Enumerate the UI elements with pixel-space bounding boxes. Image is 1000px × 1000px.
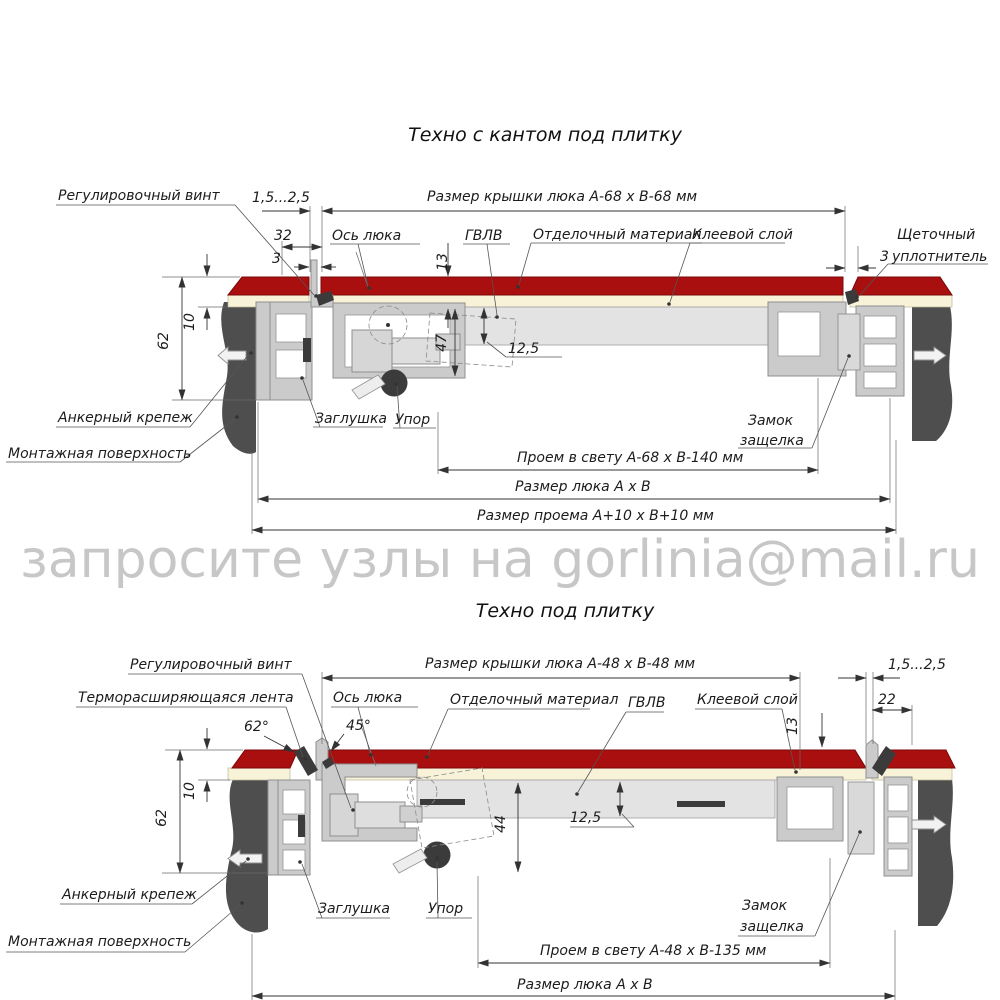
label-hatch-axis-bottom: Ось люка [333,690,403,706]
wall-top-left [221,302,256,454]
label-lock-bottom-line2: защелка [740,919,804,935]
label-mounting-surface-bottom: Монтажная поверхность [8,934,192,950]
label-gap-top: 1,5...2,5 [252,190,310,206]
label-hatch-size-bottom: Размер люка А х В [517,977,653,993]
wall-bottom-right [918,769,953,926]
label-opening-size-top: Размер проема А+10 х В+10 мм [477,508,714,524]
dim-44: 44 [493,815,509,833]
label-clear-opening-bottom: Проем в свету А-48 х В-135 мм [540,943,767,959]
dim-62-top: 62 [156,332,172,350]
label-gap-bottom: 1,5...2,5 [888,657,946,673]
watermark-text: запросите узлы на gorlinia@mail.ru [20,530,980,590]
label-anchor-bottom: Анкерный крепеж [62,887,197,903]
label-gvlv-bottom: ГВЛВ [628,695,666,711]
label-adjusting-screw-bottom: Регулировочный винт [130,657,292,673]
label-finish-material-bottom: Отделочный материал [450,692,619,708]
dim-10-top: 10 [182,313,198,331]
label-anchor-top: Анкерный крепеж [58,410,193,426]
label-plug-top: Заглушка [315,411,387,427]
dim-47: 47 [434,334,450,352]
wall-top-right [912,302,952,441]
dim-3-left: 3 [272,251,281,267]
dim-12-5-bottom: 12,5 [570,810,602,826]
label-clear-opening-top: Проем в свету А-68 х В-140 мм [517,450,744,466]
label-brush-seal-line1: Щеточный [897,227,976,243]
label-glue-layer-bottom: Клеевой слой [697,692,798,708]
dim-13-bottom: 13 [785,717,801,735]
dim-3-right: 3 [880,249,889,265]
label-stop-top: Упор [395,412,431,428]
dim-12-5-top: 12,5 [508,341,540,357]
label-lock-bottom-line1: Замок [742,898,788,914]
dim-angle-62: 62° [244,719,269,735]
dim-62-bottom: 62 [154,809,170,827]
label-thermal-tape: Терморасширяющаяся лента [78,690,294,706]
dim-22: 22 [878,692,896,708]
dim-angle-45: 45° [346,718,371,734]
label-lock-top-line1: Замок [748,413,794,429]
thermal-tape-left [294,746,318,776]
label-hatch-axis-top: Ось люка [332,228,402,244]
dim-10-bottom: 10 [182,782,198,800]
label-brush-seal-line2: уплотнитель [892,249,988,265]
title-top: Техно с кантом под плитку [408,124,682,146]
title-bottom: Техно под плитку [475,600,655,622]
label-lock-top-line2: защелка [740,433,804,449]
label-lid-size-top: Размер крышки люка А-68 х В-68 мм [427,189,698,205]
label-lid-size-bottom: Размер крышки люка А-48 х В-48 мм [425,656,696,672]
label-gvlv-top: ГВЛВ [465,228,503,244]
dim-13-top: 13 [435,253,451,271]
dim-32: 32 [274,228,292,244]
label-mounting-surface-top: Монтажная поверхность [8,446,192,462]
lock-body-top [838,314,860,370]
label-hatch-size-top: Размер люка А х В [515,479,651,495]
label-finish-material-top: Отделочный материал [533,227,702,243]
label-adjusting-screw-top: Регулировочный винт [58,188,220,204]
label-plug-bottom: Заглушка [318,901,390,917]
label-glue-layer-top: Клеевой слой [692,227,793,243]
lock-body-bottom [848,782,874,854]
label-stop-bottom: Упор [428,901,464,917]
